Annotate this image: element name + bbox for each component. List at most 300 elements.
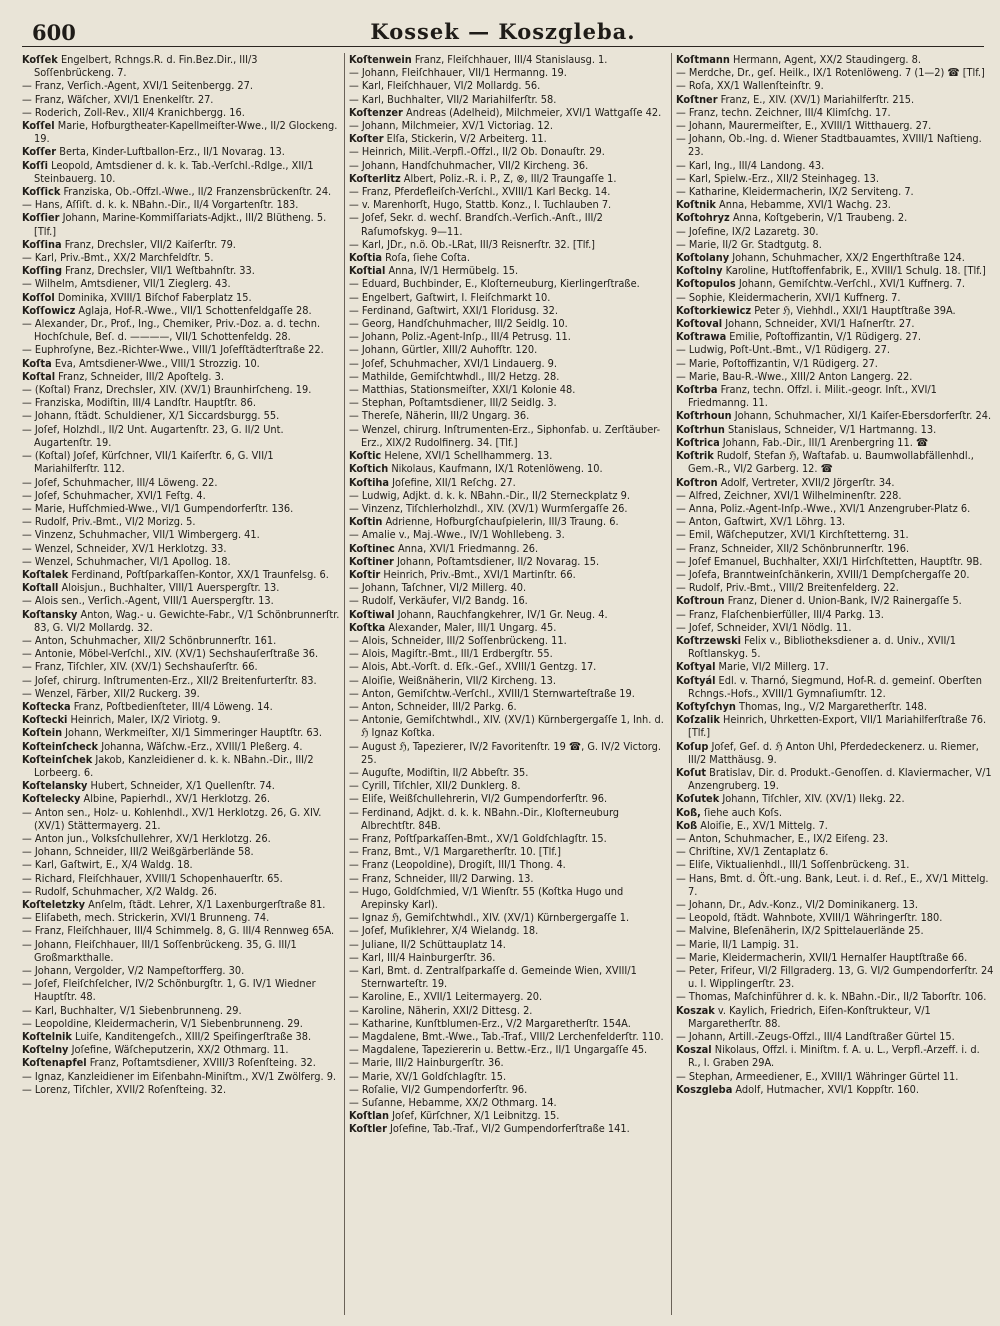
entry-surname: Koſtelnik <box>22 1030 72 1044</box>
entry-surname: Koſtrzewski <box>676 633 742 647</box>
entry-details: — Vinzenz, Tiſchlerholzhdl., XIV. (XV/1) Wurmſergaſſe 26. <box>349 501 628 515</box>
entry-details: Felix v., Bibliotheksdiener a. d. Univ., XVII/1 Roſtlanskyg. 5. <box>688 633 960 661</box>
entry-details: — Joſefa, Branntweinſchänkerin, XVIII/1 Dempſchergaſſe 20. <box>676 567 970 581</box>
entry-details: Stanislaus, Schneider, V/1 Hartmanng. 13. <box>724 422 937 436</box>
directory-entry <box>676 198 994 211</box>
directory-entry <box>22 343 340 356</box>
directory-entry <box>349 1109 667 1122</box>
directory-entry <box>22 568 340 581</box>
directory-entry <box>349 568 667 581</box>
entry-details: — Franz, Bmt., V/1 Margaretherſtr. 10. [Tlf.] <box>349 845 561 859</box>
directory-entry <box>22 357 340 370</box>
entry-details: — Thomas, Maſchinführer d. k. k. NBahn.-Dir., II/2 Taborſtr. 106. <box>676 990 987 1004</box>
directory-entry <box>676 806 994 819</box>
entry-surname: Koſtrik <box>676 449 714 463</box>
entry-details: — Lorenz, Tiſchler, XVII/2 Roſenſteing. 32. <box>22 1082 227 1096</box>
entry-details: Franz, E., XIV. (XV/1) Mariahilferſtr. 215. <box>717 92 915 106</box>
directory-entry <box>349 251 667 264</box>
entry-details: ſiehe auch Koſs. <box>700 805 783 819</box>
directory-entry <box>676 1070 994 1083</box>
entry-details: Nikolaus, Kaufmann, IX/1 Rotenlöweng. 10. <box>388 462 603 476</box>
directory-entry <box>22 145 340 158</box>
entry-details: — Magdalene, Tapeziererin u. Bettw.-Erz., II/1 Ungargaſſe 45. <box>349 1043 648 1057</box>
directory-entry <box>676 251 994 264</box>
entry-details: — Roſa, XX/1 Wallenſteinſtr. 9. <box>676 79 824 93</box>
entry-details: Ferdinand, Poſtſparkaſſen-Kontor, XX/1 Traunfelsg. 6. <box>68 567 329 581</box>
entry-surname: Koſſer <box>22 145 57 159</box>
directory-entry <box>676 383 994 409</box>
entry-details: Franz, Diener d. Union-Bank, IV/2 Rainergaſſe 5. <box>724 594 962 608</box>
entry-details: — Leopold, ſtädt. Wahnbote, XVIII/1 Währingerſtr. 180. <box>676 911 943 925</box>
entry-details: Albert, Poliz.-R. i. P., Z, ⊗, III/2 Traungaſſe 1. <box>400 171 617 185</box>
directory-entry <box>349 528 667 541</box>
directory-entry <box>676 674 994 700</box>
column-right <box>671 53 997 1315</box>
directory-entry <box>349 409 667 422</box>
entry-surname: Koſtelny <box>22 1043 69 1057</box>
directory-entry <box>676 845 994 858</box>
entry-details: Aloiſie, E., XV/1 Mittelg. 7. <box>697 818 828 832</box>
directory-entry <box>676 792 994 805</box>
directory-entry <box>676 700 994 713</box>
entry-surname: Koſtin <box>349 515 383 529</box>
directory-entry <box>349 317 667 330</box>
directory-entry <box>676 608 994 621</box>
directory-entry <box>676 911 994 924</box>
directory-entry <box>349 608 667 621</box>
entry-surname: Koſtroun <box>676 594 725 608</box>
entry-surname: Koß <box>676 818 698 832</box>
entry-details: — Rudolf, Priv.-Bmt., VI/2 Morizg. 5. <box>22 515 196 529</box>
directory-entry <box>676 951 994 964</box>
directory-entry <box>22 211 340 237</box>
directory-entry <box>349 132 667 145</box>
entry-details: — Vinzenz, Schuhmacher, VII/1 Wimbergerg. 41. <box>22 528 260 542</box>
entry-details: — Johann, Fleiſchhauer, VII/1 Hermanng. 19. <box>349 66 567 80</box>
directory-entry <box>349 330 667 343</box>
entry-details: Luiſe, Kanditengeſch., XIII/2 Speiſingerſtraße 38. <box>71 1030 312 1044</box>
entry-details: — Karl, Gaſtwirt, E., X/4 Waldg. 18. <box>22 858 193 872</box>
entry-details: — Mathilde, Gemiſchtwhdl., III/2 Hetzg. 28. <box>349 369 560 383</box>
directory-entry <box>22 740 340 753</box>
directory-entry <box>349 1043 667 1056</box>
directory-entry <box>22 291 340 304</box>
entry-details: — Johann, Schneider, III/2 Weißgärberlände 58. <box>22 845 254 859</box>
directory-entry <box>676 872 994 898</box>
entry-details: — Sophie, Kleidermacherin, XVI/1 Kuffnerg. 7. <box>676 290 901 304</box>
entry-details: — Eliſe, Weißſchullehrerin, VI/2 Gumpendorferſtr. 96. <box>349 792 608 806</box>
entry-details: — Johann, Vergolder, V/2 Nampeſtorfferg. 30. <box>22 964 245 978</box>
entry-details: — Anton sen., Holz- u. Kohlenhdl., XV/1 Herklotzg. 26, G. XIV. (XV/1) Stättermayerg. 21. <box>22 805 325 832</box>
entry-details: — Marie, II/2 Gr. Stadtgutg. 8. <box>676 237 822 251</box>
directory-entry <box>22 304 340 317</box>
directory-entry <box>676 172 994 185</box>
directory-entry <box>22 753 340 779</box>
entry-details: — Franz, Verſich.-Agent, XVI/1 Seitenbergg. 27. <box>22 79 253 93</box>
directory-entry <box>676 634 994 660</box>
entry-details: — Engelbert, Gaſtwirt, I. Fleiſchmarkt 10. <box>349 290 551 304</box>
entry-surname: Koſtopulos <box>676 277 736 291</box>
directory-entry <box>22 779 340 792</box>
directory-entry <box>676 317 994 330</box>
entry-details: — Wilhelm, Amtsdiener, VII/1 Zieglerg. 43. <box>22 277 231 291</box>
entry-details: Johann, Rauchfangkehrer, IV/1 Gr. Neug. 4. <box>394 607 608 621</box>
directory-entry <box>676 357 994 370</box>
entry-details: — Alois, Magiſtr.-Bmt., III/1 Erdbergſtr. 55. <box>349 647 553 661</box>
entry-details: Hermann, Agent, XX/2 Staudingerg. 8. <box>729 53 921 66</box>
directory-entry <box>349 502 667 515</box>
directory-entry <box>22 93 340 106</box>
entry-surname: Koſtial <box>349 264 386 278</box>
entry-details: — Antonie, Möbel-Verſchl., XIV. (XV/1) Sechshauſerſtraße 36. <box>22 647 319 661</box>
directory-entry <box>676 515 994 528</box>
entry-details: — Heinrich, Milit.-Verpfl.-Offzl., II/2 Ob. Donauſtr. 29. <box>349 145 605 159</box>
directory-entry <box>22 964 340 977</box>
entry-details: Andreas (Adelheid), Milchmeier, XVI/1 Wattgaſſe 42. <box>402 105 662 119</box>
entry-details: — Marie, Bau-R.-Wwe., XIII/2 Anton Langerg. 22. <box>676 369 913 383</box>
directory-entry <box>22 634 340 647</box>
entry-details: — Karl, Ing., III/4 Landong. 43. <box>676 158 825 172</box>
directory-entry <box>676 159 994 172</box>
column-left <box>22 53 343 1315</box>
directory-entry <box>22 647 340 660</box>
entry-details: Anna, IV/1 Hermübelg. 15. <box>385 264 519 278</box>
entry-details: — Franziska, Modiſtin, III/4 Landſtr. Hauptſtr. 86. <box>22 396 256 410</box>
entry-details: — Alois sen., Verſich.-Agent, VIII/1 Auerspergſtr. 13. <box>22 594 274 608</box>
directory-entry <box>22 251 340 264</box>
directory-entry <box>676 660 994 673</box>
entry-details: Edl. v. Tharnó, Siegmund, Hof-R. d. gemeinſ. Oberſten Rchngs.-Hofs., XVIII/1 Gymnaſiumſtr. 12. <box>688 673 986 700</box>
directory-entry <box>676 594 994 607</box>
directory-entry <box>349 1083 667 1096</box>
entry-details: Dominika, XVIII/1 Biſchof Faberplatz 15. <box>54 290 252 304</box>
directory-entry <box>676 436 994 449</box>
entry-details: — Alois, Abt.-Vorſt. d. Eſk.-Geſ., XVIII/1 Gentzg. 17. <box>349 660 597 674</box>
directory-entry <box>349 792 667 805</box>
entry-surname: Koſtrica <box>676 435 720 449</box>
directory-entry <box>22 1083 340 1096</box>
entry-details: — Joſef, chirurg. Inſtrumenten-Erz., XII/2 Breitenfurterſtr. 83. <box>22 673 317 687</box>
directory-entry <box>676 938 994 951</box>
entry-details: — Joſef, Schuhmacher, XVI/1 Feſtg. 4. <box>22 488 206 502</box>
directory-entry <box>676 898 994 911</box>
directory-entry <box>22 106 340 119</box>
directory-entry <box>22 1004 340 1017</box>
entry-details: — Juliane, II/2 Schüttauplatz 14. <box>349 937 506 951</box>
entry-details: Albine, Papierhdl., XV/1 Herklotzg. 26. <box>80 792 270 806</box>
directory-entry <box>349 687 667 700</box>
entry-details: — Anton jun., Volksſchullehrer, XV/1 Herklotzg. 26. <box>22 831 271 845</box>
directory-entry <box>676 79 994 92</box>
entry-details: — Karl, III/4 Hainburgerſtr. 36. <box>349 950 496 964</box>
entry-details: Johann, Fab.-Dir., III/1 Arenbergring 11. ☎ <box>719 435 929 449</box>
directory-entry <box>676 1030 994 1043</box>
directory-entry <box>676 423 994 436</box>
entry-details: — Joſef, Sekr. d. wechſ. Brandſch.-Verſich.-Anſt., III/2 Raſumofskyg. 9—11. <box>349 211 607 238</box>
directory-entry <box>349 1122 667 1135</box>
directory-entry <box>349 211 667 237</box>
directory-entry <box>676 185 994 198</box>
directory-entry <box>22 238 340 251</box>
entry-surname: Koſter <box>349 132 384 146</box>
directory-entry <box>22 911 340 924</box>
page-header <box>22 10 984 47</box>
entry-details: — Alfred, Zeichner, XVI/1 Wilhelminenſtr. 228. <box>676 488 902 502</box>
entry-details: Aglaja, Hof-R.-Wwe., VII/1 Schottenfeldgaſſe 28. <box>75 303 312 317</box>
entry-details: — Franz, Flaſchenbierfüller, III/4 Parkg. 13. <box>676 607 884 621</box>
directory-entry <box>349 779 667 792</box>
entry-details: — Joſef, Schneider, XVI/1 Nödlg. 11. <box>676 620 852 634</box>
directory-entry <box>349 185 667 198</box>
directory-entry <box>676 528 994 541</box>
directory-entry <box>676 476 994 489</box>
entry-details: Johann, Werkmeiſter, XI/1 Simmeringer Hauptſtr. 63. <box>62 726 322 740</box>
entry-details: — Peter, Friſeur, VI/2 Fillgraderg. 13, G. VI/2 Gumpendorferſtr. 24 u. I. Wipplingerſtr. 23. <box>676 964 997 991</box>
directory-entry <box>22 594 340 607</box>
directory-entry <box>349 238 667 251</box>
directory-entry <box>22 872 340 885</box>
entry-surname: Koſtyal <box>676 660 716 674</box>
entry-details: — Marie, III/2 Hainburgerſtr. 36. <box>349 1056 504 1070</box>
directory-entry <box>349 1096 667 1109</box>
directory-entry <box>22 555 340 568</box>
entry-surname: Koſſick <box>22 185 61 199</box>
entry-details: — Franz, Schneider, XII/2 Schönbrunnerſtr. 196. <box>676 541 910 555</box>
directory-entry <box>22 1043 340 1056</box>
entry-details: — Eduard, Buchbinder, E., Kloſterneuburg, Kierlingerſtraße. <box>349 277 640 291</box>
entry-details: Marie, Hofburgtheater-Kapellmeiſter-Wwe., II/2 Glockeng. 19. <box>34 119 341 146</box>
entry-details: — Hans, Bmt. d. Öſt.-ung. Bank, Leut. i. d. Reſ., E., XV/1 Mittelg. 7. <box>676 871 992 898</box>
entry-surname: Koſteinſchek <box>22 752 93 766</box>
entry-details: — Auguſte, Modiſtin, II/2 Abbeſtr. 35. <box>349 765 529 779</box>
directory-entry <box>22 476 340 489</box>
entry-details: — Joſef, Fleiſchſelcher, IV/2 Schönburgſtr. 1, G. IV/1 Wiedner Hauptſtr. 48. <box>22 977 319 1004</box>
entry-surname: Koſtrawa <box>676 330 727 344</box>
entry-surname: Koſtrhoun <box>676 409 732 423</box>
entry-details: — Anton, Schuhmacher, E., IX/2 Eiſeng. 23. <box>676 831 889 845</box>
entry-details: — Anton, Gaſtwirt, XV/1 Löhrg. 13. <box>676 515 846 529</box>
entry-details: — Stephan, Poſtamtsdiener, III/2 Seidlg. 3. <box>349 396 557 410</box>
entry-surname: Koſtenwein <box>349 53 412 66</box>
entry-surname: Koſtiha <box>349 475 390 489</box>
directory-entry <box>676 581 994 594</box>
directory-entry <box>676 832 994 845</box>
directory-entry <box>349 1017 667 1030</box>
directory-entry <box>676 409 994 422</box>
entry-details: — Marie, II/1 Lampig. 31. <box>676 937 799 951</box>
directory-entry <box>349 462 667 475</box>
entry-surname: Koſtenapfel <box>22 1056 87 1070</box>
directory-entry <box>676 343 994 356</box>
directory-entry <box>22 898 340 911</box>
directory-entry <box>22 713 340 726</box>
entry-details: — Anton, Gemiſchtw.-Verſchl., XVIII/1 Sternwarteſtraße 19. <box>349 686 635 700</box>
entry-details: Berta, Kinder-Luftballon-Erz., II/1 Novarag. 13. <box>56 145 285 159</box>
entry-details: v. Kaylich, Friedrich, Eiſen-Konſtrukteur, V/1 Margaretherſtr. 88. <box>688 1003 934 1030</box>
directory-entry <box>349 396 667 409</box>
entry-details: — Matthias, Stationsmeiſter, XXI/1 Kolonie 48. <box>349 383 576 397</box>
directory-entry <box>22 198 340 211</box>
directory-entry <box>676 489 994 502</box>
directory-entry <box>22 119 340 145</box>
directory-entry <box>676 277 994 290</box>
entry-details: — Franz, Tiſchler, XIV. (XV/1) Sechshauſerſtr. 66. <box>22 660 258 674</box>
directory-entry <box>349 79 667 92</box>
entry-details: — Wenzel, chirurg. Inſtrumenten-Erz., Siphonfab. u. Zerſtäuber-Erz., XIX/2 Rudolfinerg. 34. [Tlf.] <box>349 422 661 449</box>
entry-details: — (Koſtal) Franz, Drechsler, XIV. (XV/1) Braunhirſcheng. 19. <box>22 383 312 397</box>
entry-surname: Koſtoval <box>676 317 723 331</box>
entry-details: Franz, Poſtbedienſteter, III/4 Löweng. 14. <box>70 699 273 713</box>
entry-details: Johann, Marine-Kommiſſariats-Adjkt., III/2 Blütheng. 5. [Tlf.] <box>34 211 330 238</box>
entry-details: — Karl, Spielw.-Erz., XII/2 Steinhageg. 13. <box>676 171 880 185</box>
entry-surname: Koſtal <box>22 369 56 383</box>
directory-entry <box>22 660 340 673</box>
entry-details: — Antonie, Gemiſchtwhdl., XIV. (XV/1) Kürnbergergaſſe 1, Inh. d. ℌ Ignaz Koſtka. <box>349 713 667 740</box>
entry-surname: Koſtnik <box>676 198 716 212</box>
entry-surname: Koſutek <box>676 792 720 806</box>
directory-entry <box>22 317 340 343</box>
entry-details: — Ludwig, Poſt-Unt.-Bmt., V/1 Rüdigerg. 27. <box>676 343 890 357</box>
entry-details: — Thereſe, Näherin, III/2 Ungarg. 36. <box>349 409 530 423</box>
entry-details: — Johann, Ob.-Ing. d. Wiener Stadtbauamtes, XVIII/1 Naſtieng. 23. <box>676 132 985 159</box>
directory-entry <box>676 93 994 106</box>
directory-entry <box>349 357 667 370</box>
directory-entry <box>676 502 994 515</box>
entry-details: Adolf, Vertreter, XVII/2 Jörgerſtr. 34. <box>717 475 895 489</box>
entry-surname: Koſtia <box>349 251 383 265</box>
entry-details: Franz, Drechsler, VII/2 Kaiſerſtr. 79. <box>61 237 236 251</box>
directory-entry <box>676 330 994 343</box>
directory-entry <box>22 607 343 634</box>
entry-surname: Koſterlitz <box>349 171 401 185</box>
directory-entry <box>349 911 667 924</box>
entry-surname: Koſtelansky <box>22 779 88 793</box>
entry-details: Peter ℌ, Viehhdl., XXI/1 Hauptſtraße 39A. <box>751 303 956 317</box>
entry-details: — Marie, XV/1 Goldſchlagſtr. 15. <box>349 1069 507 1083</box>
entry-details: — Rudolf, Priv.-Bmt., VIII/2 Breitenfelderg. 22. <box>676 581 899 595</box>
entry-details: — Anna, Poliz.-Agent-Inſp.-Wwe., XVI/1 Anzengruber-Platz 6. <box>676 501 971 515</box>
entry-surname: Koſſina <box>22 237 62 251</box>
entry-surname: Koß, <box>676 805 701 819</box>
directory-entry <box>676 53 994 66</box>
entry-details: — Anton, Schneider, III/2 Parkg. 6. <box>349 699 517 713</box>
directory-entry <box>349 264 667 277</box>
directory-entry <box>349 581 667 594</box>
entry-details: — Magdalene, Bmt.-Wwe., Tab.-Traf., VIII/2 Lerchenfelderſtr. 110. <box>349 1030 664 1044</box>
entry-details: — Leopoldine, Kleidermacherin, V/1 Siebenbrunneng. 29. <box>22 1016 303 1030</box>
entry-details: — Stephan, Armeediener, E., XVIII/1 Währinger Gürtel 11. <box>676 1069 959 1083</box>
entry-surname: Koſzalik <box>676 713 720 727</box>
entry-details: Joſefine, Tab.-Traf., VI/2 Gumpendorferſtraße 141. <box>386 1122 630 1136</box>
directory-entry <box>22 1017 340 1030</box>
entry-details: Anſelm, ſtädt. Lehrer, X/1 Laxenburgerſtraße 81. <box>85 898 326 911</box>
directory-entry <box>349 1004 667 1017</box>
directory-entry <box>676 238 994 251</box>
entry-details: Heinrich, Uhrketten-Export, VII/1 Mariahilferſtraße 76. [Tlf.] <box>688 713 990 740</box>
directory-entry <box>676 211 994 224</box>
entry-details: Roſa, ſiehe Coſta. <box>382 251 470 265</box>
entry-details: — Eliſe, Viktualienhdl., III/1 Soſſenbrückeng. 31. <box>676 858 910 872</box>
entry-details: — Cyrill, Tiſchler, XII/2 Dunklerg. 8. <box>349 779 521 793</box>
entry-details: Emilie, Poſtoffizantin, V/1 Rüdigerg. 27. <box>726 330 921 344</box>
entry-details: — Roſalie, VI/2 Gumpendorferſtr. 96. <box>349 1082 528 1096</box>
directory-entry <box>349 990 667 1003</box>
entry-surname: Koſtiner <box>349 554 394 568</box>
directory-entry <box>349 119 667 132</box>
directory-entry <box>349 740 667 766</box>
directory-entry <box>676 990 994 1003</box>
directory-entry <box>22 449 340 475</box>
entry-details: Heinrich, Priv.-Bmt., XVI/1 Martinſtr. 66. <box>380 567 576 581</box>
directory-entry <box>22 1056 340 1069</box>
entry-details: — Ignaz, Kanzleidiener im Eiſenbahn-Miniſtm., XV/1 Zwölferg. 9. <box>22 1069 337 1083</box>
entry-details: — Franz, Pferdefleiſch-Verſchl., XVIII/1 Karl Beckg. 14. <box>349 185 611 199</box>
entry-details: Anton, Wag.- u. Gewichte-Fabr., V/1 Schönbrunnerſtr. 83, G. VI/2 Mollardg. 32. <box>34 607 343 634</box>
directory-entry <box>22 726 340 739</box>
entry-details: Johann, Gemiſchtw.-Verſchl., XVI/1 Kuffnerg. 7. <box>735 277 966 291</box>
entry-details: — Rudolf, Verkäufer, VI/2 Bandg. 16. <box>349 594 528 608</box>
directory-entry <box>676 132 994 158</box>
directory-entry <box>676 621 994 634</box>
directory-entry <box>349 476 667 489</box>
entry-surname: Koſtall <box>22 581 59 595</box>
entry-surname: Koſtiwal <box>349 607 395 621</box>
entry-details: Johann, Poſtamtsdiener, II/2 Novarag. 15. <box>393 554 600 568</box>
directory-entry <box>676 119 994 132</box>
directory-entry <box>22 528 340 541</box>
directory-entry <box>349 106 667 119</box>
directory-entry <box>349 93 667 106</box>
entry-surname: Koſtka <box>349 620 386 634</box>
directory-entry <box>349 542 667 555</box>
entry-surname: Koſtansky <box>22 607 78 621</box>
entry-surname: Koſtron <box>676 475 718 489</box>
directory-entry <box>349 383 667 396</box>
entry-details: Johann, Schuhmacher, XX/2 Engerthſtraße 124. <box>729 251 965 265</box>
entry-details: — Wenzel, Färber, XII/2 Ruckerg. 39. <box>22 686 200 700</box>
entry-details: — Alexander, Dr., Prof., Ing., Chemiker, Priv.-Doz. a. d. techn. Hochſchule, Beſ. d. ————, VII/1 Schottenfeldg. 28. <box>22 317 324 344</box>
entry-details: — Wenzel, Schuhmacher, VI/1 Apollog. 18. <box>22 554 231 568</box>
directory-entry <box>676 225 994 238</box>
directory-entry <box>349 370 667 383</box>
directory-entry <box>349 806 667 832</box>
entry-details: — Aloiſie, Weißnäherin, VII/2 Kircheng. 13. <box>349 673 556 687</box>
entry-details: — Franz, Schneider, III/2 Darwing. 13. <box>349 871 534 885</box>
entry-details: — Joſef, Schuhmacher, III/4 Löweng. 22. <box>22 475 218 489</box>
entry-details: — Johann, Dr., Adv.-Konz., VI/2 Dominikanerg. 13. <box>676 898 918 911</box>
directory-entry <box>676 542 994 555</box>
directory-entry <box>22 885 340 898</box>
directory-entry <box>349 343 667 356</box>
entry-surname: Koſtecka <box>22 699 71 713</box>
entry-details: Helene, XVI/1 Schellhammerg. 13. <box>381 449 553 463</box>
directory-entry <box>349 647 667 660</box>
directory-entry <box>676 713 994 739</box>
directory-entry <box>676 1043 994 1069</box>
directory-entry <box>349 832 667 845</box>
entry-details: Joſef, Kürſchner, X/1 Leibnitzg. 15. <box>389 1109 560 1123</box>
directory-entry <box>349 938 667 951</box>
entry-surname: Koſſol <box>22 290 55 304</box>
directory-entry <box>349 423 667 449</box>
entry-details: Engelbert, Rchngs.R. d. Fin.Bez.Dir., III/3 Soſſenbrückeng. 7. <box>34 53 261 80</box>
directory-entry <box>676 555 994 568</box>
directory-entry <box>349 515 667 528</box>
directory-entry <box>22 515 340 528</box>
directory-entry <box>676 1004 994 1030</box>
directory-entry <box>349 145 667 158</box>
directory-entry <box>676 924 994 937</box>
